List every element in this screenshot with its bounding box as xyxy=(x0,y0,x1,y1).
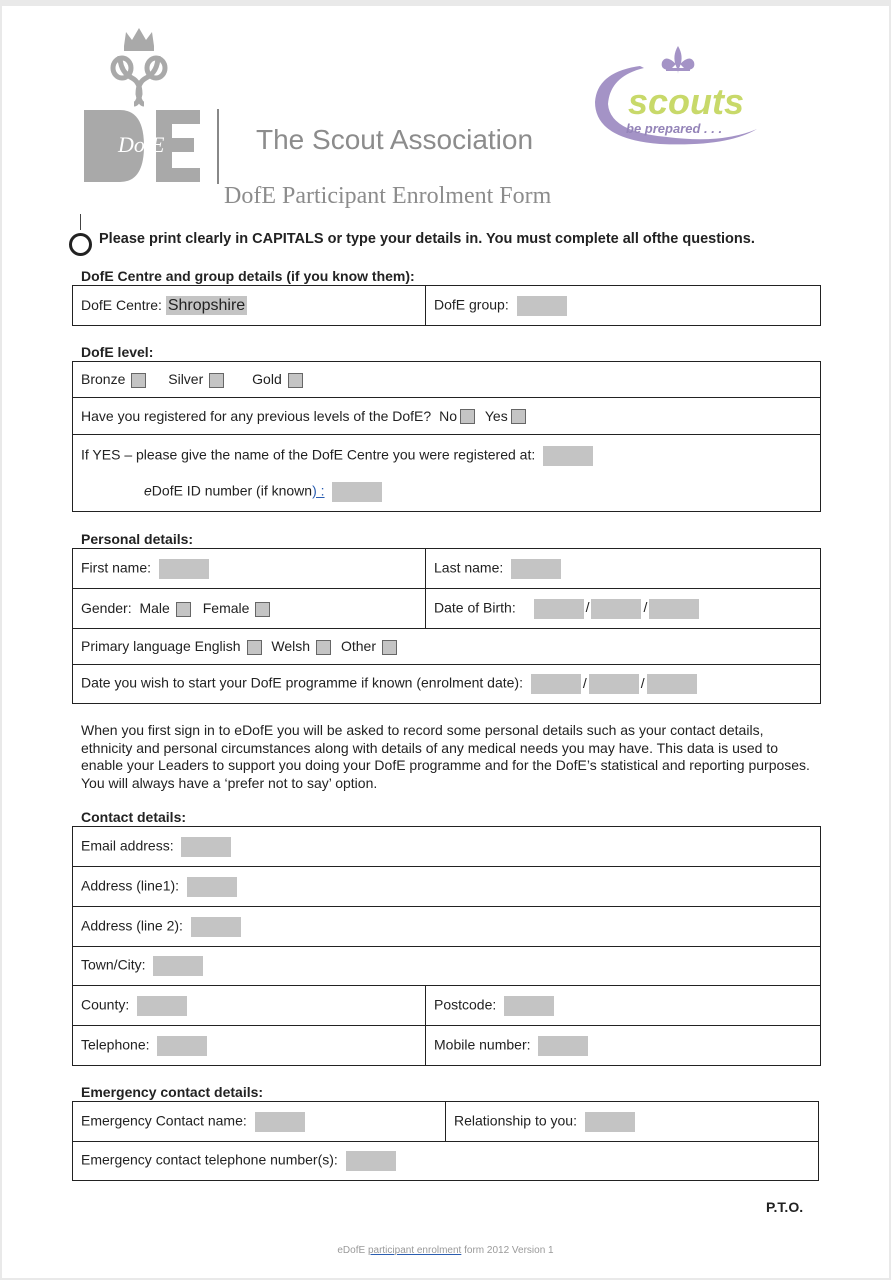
gold-checkbox[interactable] xyxy=(288,373,303,388)
level-row: Bronze Silver Gold xyxy=(73,362,821,398)
county-cell: County: xyxy=(73,986,426,1026)
level-heading: DofE level: xyxy=(81,344,154,360)
mobile-cell: Mobile number: xyxy=(426,1026,821,1066)
other-checkbox[interactable] xyxy=(382,640,397,655)
emergency-heading: Emergency contact details: xyxy=(81,1084,264,1100)
postcode-cell: Postcode: xyxy=(426,986,821,1026)
start-year-field[interactable] xyxy=(647,674,697,694)
address1-field[interactable] xyxy=(187,877,237,897)
emergency-table xyxy=(72,1101,819,1181)
previous-level-row: Have you registered for any previous levels of the DofE? No Yes xyxy=(73,398,821,435)
start-date-cell: Date you wish to start your DofE programme if known (enrolment date): / / xyxy=(73,665,821,704)
info-paragraph: When you first sign in to eDofE you will be asked to record some personal details such as your contact details, ethnicity and personal circumstances along with details of any medical needs you may have. This data is used to enable your Leaders to support you doing your DofE programme and for the DofE’s statistical and reporting purposes. You will always have a ‘prefer not to say’ option. xyxy=(81,722,810,791)
telephone-field[interactable] xyxy=(157,1036,207,1056)
emergency-phone-field[interactable] xyxy=(346,1151,396,1171)
address2-cell: Address (line 2): xyxy=(73,907,821,947)
previous-centre-field[interactable] xyxy=(543,446,593,466)
postcode-field[interactable] xyxy=(504,996,554,1016)
email-field[interactable] xyxy=(181,837,231,857)
svg-text:scouts: scouts xyxy=(628,81,745,122)
personal-heading: Personal details: xyxy=(81,531,194,547)
cypher-icon xyxy=(113,56,165,104)
female-checkbox[interactable] xyxy=(255,602,270,617)
english-checkbox[interactable] xyxy=(247,640,262,655)
start-month-field[interactable] xyxy=(589,674,639,694)
bullet-circle-icon xyxy=(69,233,92,256)
contact-heading: Contact details: xyxy=(81,809,187,825)
email-cell: Email address: xyxy=(73,827,821,867)
first-name-field[interactable] xyxy=(159,559,209,579)
telephone-cell: Telephone: xyxy=(73,1026,426,1066)
emergency-name-cell: Emergency Contact name: xyxy=(73,1102,446,1142)
centre-table xyxy=(72,285,821,326)
svg-text:DofE: DofE xyxy=(118,132,165,157)
yes-checkbox[interactable] xyxy=(511,409,526,424)
centre-heading: DofE Centre and group details (if you know them): xyxy=(81,268,415,284)
male-checkbox[interactable] xyxy=(176,602,191,617)
cursor-line xyxy=(80,214,81,230)
svg-text:be prepared . . .: be prepared . . . xyxy=(626,121,723,136)
dob-year-field[interactable] xyxy=(649,599,699,619)
logo-divider xyxy=(217,109,219,184)
dob-day-field[interactable] xyxy=(534,599,584,619)
silver-checkbox[interactable] xyxy=(209,373,224,388)
relationship-cell: Relationship to you: xyxy=(446,1102,819,1142)
previous-centre-row: If YES – please give the name of the DofE Centre you were registered at: eDofE ID number (if known) : xyxy=(73,435,821,512)
contact-table xyxy=(72,826,821,1066)
dofe-logo xyxy=(80,24,210,186)
dob-month-field[interactable] xyxy=(591,599,641,619)
no-checkbox[interactable] xyxy=(460,409,475,424)
dob-cell: Date of Birth: / / xyxy=(426,589,821,629)
emergency-name-field[interactable] xyxy=(255,1112,305,1132)
edofe-id-field[interactable] xyxy=(332,482,382,502)
centre-cell: DofE Centre: Shropshire xyxy=(73,286,426,326)
first-name-cell: First name: xyxy=(73,549,426,589)
last-name-cell: Last name: xyxy=(426,549,821,589)
org-name: The Scout Association xyxy=(256,124,534,155)
address1-cell: Address (line1): xyxy=(73,867,821,907)
gender-cell: Gender: Male Female xyxy=(73,589,426,629)
fleur-de-lis-icon xyxy=(662,46,695,74)
town-cell: Town/City: xyxy=(73,947,821,986)
footer-text: eDofE participant enrolment form 2012 Version 1 xyxy=(337,1245,554,1256)
mobile-field[interactable] xyxy=(538,1036,588,1056)
form-page xyxy=(2,6,889,1278)
level-table xyxy=(72,361,821,512)
instruction-text: Please print clearly in CAPITALS or type your details in. You must complete all ofthe questions. xyxy=(99,231,755,247)
form-title: DofE Participant Enrolment Form xyxy=(224,183,552,209)
emergency-phone-cell: Emergency contact telephone number(s): xyxy=(73,1142,819,1181)
town-field[interactable] xyxy=(153,956,203,976)
pto-label: P.T.O. xyxy=(766,1199,804,1215)
language-cell: Primary language English Welsh Other xyxy=(73,629,821,665)
crown-icon xyxy=(124,28,154,51)
welsh-checkbox[interactable] xyxy=(316,640,331,655)
county-field[interactable] xyxy=(137,996,187,1016)
personal-table xyxy=(72,548,821,704)
scouts-logo xyxy=(592,44,772,159)
group-cell: DofE group: xyxy=(426,286,821,326)
relationship-field[interactable] xyxy=(585,1112,635,1132)
start-day-field[interactable] xyxy=(531,674,581,694)
last-name-field[interactable] xyxy=(511,559,561,579)
address2-field[interactable] xyxy=(191,917,241,937)
bronze-checkbox[interactable] xyxy=(131,373,146,388)
centre-field[interactable]: Shropshire xyxy=(167,296,246,314)
group-field[interactable] xyxy=(517,296,567,316)
